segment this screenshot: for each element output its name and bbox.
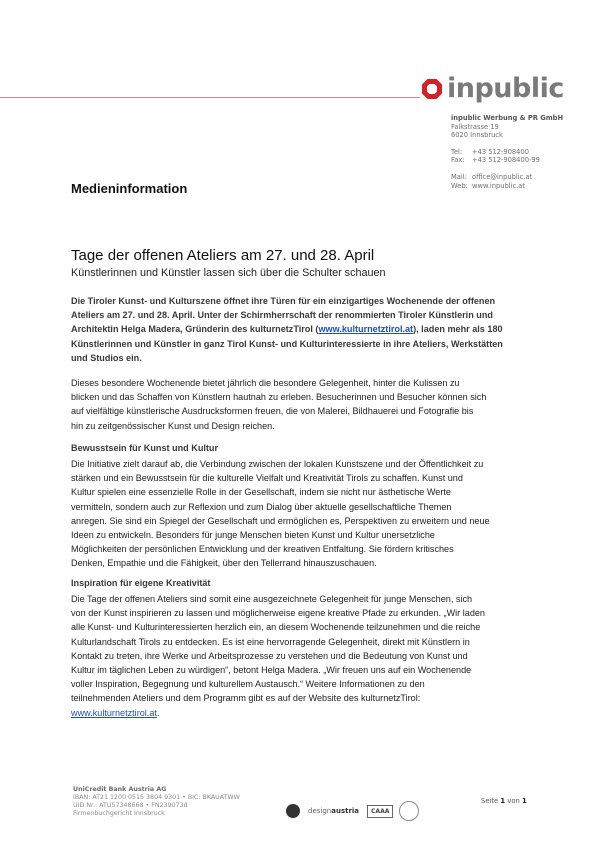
text-line: Kultur im täglichen Leben zu würdigen“, betont Helga Madera. „Wir freuen uns auf ein Wochenende: [71, 665, 472, 676]
text-line: Kontakt zu treten, ihre Werke und Arbeitsprozesse zu verstehen und die Bedeutung von Kunst und: [71, 650, 468, 661]
mail-row: [451, 173, 591, 182]
text-line: Dieses besondere Wochenende bietet jährlich die besondere Gelegenheit, hinter die Kulissen zu: [71, 378, 460, 388]
lead-line: Die Tiroler Kunst- und Kulturszene öffnet ihre Türen für ein einzigartiges Wochenende der offenen: [71, 296, 496, 306]
partner-logos: [286, 801, 419, 821]
text-line: Kulturlandschaft Tirols zu entdecken. Es ist eine hervorragende Gelegenheit, direkt mit Künstlern in: [71, 636, 470, 647]
page-of: von: [507, 797, 520, 805]
court-line: Firmenbuchgericht Innsbruck: [73, 810, 165, 817]
section-heading-inspiration: Inspiration für eigene Kreativität: [71, 578, 211, 588]
paragraph-inspiration: [71, 592, 531, 720]
bank-name: UniCredit Bank Austria AG: [73, 786, 167, 793]
designaustria-logo: [308, 807, 359, 815]
octagon-logo-icon: [421, 78, 443, 100]
text-line: Möglichkeiten der persönlichen Entwicklung und der kreativen Entfaltung. Sie fördern kritisches: [71, 544, 454, 555]
street-address: Falkstrasse 19: [451, 122, 499, 131]
web-row: [451, 182, 591, 191]
paragraph-intro: [71, 376, 531, 433]
text-line: Kultur spielen eine essenzielle Rolle in der Gesellschaft, indem sie nicht nur ästhetische Werte: [71, 487, 451, 498]
lead-paragraph: [71, 294, 531, 365]
text-line: alle Kunst- und Kulturinteressierten herzlich ein, an diesem Wochenende teilzunehmen und die reiche: [71, 622, 481, 633]
paragraph-awareness: [71, 457, 531, 571]
page-prefix: Seite: [481, 797, 499, 805]
text-line: auf vielfältige künstlerische Ausdrucksformen freuen, die von Malerei, Bildhauerei und Fotografie bis: [71, 406, 474, 417]
text-line: Die Tage der offenen Ateliers sind somit eine ausgezeichnete Gelegenheit für junge Menschen, sich: [71, 594, 473, 604]
caaa-logo: CAAA: [367, 805, 393, 818]
logo-part: austria: [331, 807, 360, 815]
section-heading-awareness: Bewusstsein für Kunst und Kultur: [71, 443, 219, 453]
lead-line: und Studios ein.: [71, 352, 142, 363]
text-line: blicken und das Schaffen von Künstlern hautnah zu erleben. Besucherinnen und Besucher können sich: [71, 392, 487, 403]
text-line: anregen. Sie sind ein Spiegel der Gesellschaft und ermöglichen es, Perspektiven zu erweitern und neue: [71, 515, 490, 526]
phone-number: +43 512-908400: [472, 147, 529, 156]
mail-label: Mail:: [451, 172, 467, 181]
iban-line: IBAN: AT21 1200 0515 3804 9301 • BIC: BKAUATWW: [73, 794, 240, 801]
subheadline: Künstlerinnen und Künstler lassen sich über die Schulter schauen: [71, 267, 386, 279]
page-current: 1: [500, 797, 506, 805]
bank-details: [73, 786, 240, 818]
kulturnetz-link[interactable]: www.kulturnetztirol.at: [318, 324, 414, 335]
text-line: vermitteln, sondern auch zur Reflexion und zum Dialog über aktuelle gesellschaftliche Themen: [71, 501, 452, 512]
seal-logo-icon: [399, 801, 419, 821]
text-line: hin zu zeitgenössischer Kunst und Design reichen.: [71, 420, 275, 431]
uid-line: UID Nr.: ATU57348668 • FN239073d: [73, 802, 188, 809]
text-line: stärken und ein Bewusstsein für die kulturelle Vielfalt und Kreativität Tirols zu schaffen. Kunst und: [71, 473, 463, 484]
web-label: Web:: [451, 181, 468, 190]
text-line: voller Inspiration, Begegnung und kulturellem Austausch.“ Weitere Informationen zu den: [71, 679, 425, 690]
fax-row: [451, 156, 591, 165]
text-line: Die Initiative zielt darauf ab, die Verbindung zwischen der lokalen Kunstszene und der Öffentlichkeit zu: [71, 459, 484, 469]
text-line: Ideen zu entwickeln. Besonders für junge Menschen bieten Kunst und Kultur unersetzliche: [71, 530, 435, 541]
fax-label: Fax:: [451, 156, 465, 165]
mail-address[interactable]: office@inpublic.at: [472, 172, 533, 181]
phone-label: Tel:: [451, 147, 463, 156]
web-address[interactable]: www.inpublic.at: [472, 181, 525, 190]
fax-number: +43 512-908400-99: [472, 156, 540, 165]
text-line: von der Kunst inspirieren zu lassen und möglicherweise eigene kreative Pfade zu erkunden. „Wir laden: [71, 608, 485, 619]
text-line: teilnehmenden Ateliers und dem Programm gibt es auf der Website des kulturnetzTirol:: [71, 693, 421, 704]
lead-text: ), laden mehr als 180: [413, 324, 503, 335]
logo-wordmark: inpublic: [447, 73, 564, 104]
phone-row: [451, 148, 591, 157]
page-total: 1: [521, 797, 527, 805]
text-line: [71, 706, 531, 720]
header-divider: [0, 97, 420, 98]
page-number: [481, 797, 527, 805]
contact-block: [451, 114, 591, 190]
lead-line: [71, 322, 531, 336]
text-line: Denken, Empathie und die Fähigkeit, über den Tellerrand hinauszuschauen.: [71, 558, 377, 569]
city-address: 6020 Innsbruck: [451, 131, 503, 140]
lead-line: Ateliers am 27. und 28. April. Unter der Schirmherrschaft der renommierten Tiroler Künstlerin und: [71, 310, 493, 321]
lead-line: Künstlerinnen und Künstler in ganz Tirol Kunst- und Kulturinteressierte in ihre Ateliers, Werkstätten: [71, 338, 503, 349]
company-logo: [421, 73, 564, 104]
logo-part: design: [308, 807, 332, 815]
document-type: Medieninformation: [71, 181, 188, 196]
kulturnetz-website-link[interactable]: www.kulturnetztirol.at: [71, 707, 157, 718]
partner-circle-logo-icon: [286, 804, 300, 818]
headline: Tage der offenen Ateliers am 27. und 28. April: [71, 247, 375, 264]
company-name: inpublic Werbung & PR GmbH: [451, 114, 564, 122]
lead-text: Architektin Helga Madera, Gründerin des kulturnetzTirol (: [71, 324, 319, 335]
period: .: [156, 707, 160, 718]
